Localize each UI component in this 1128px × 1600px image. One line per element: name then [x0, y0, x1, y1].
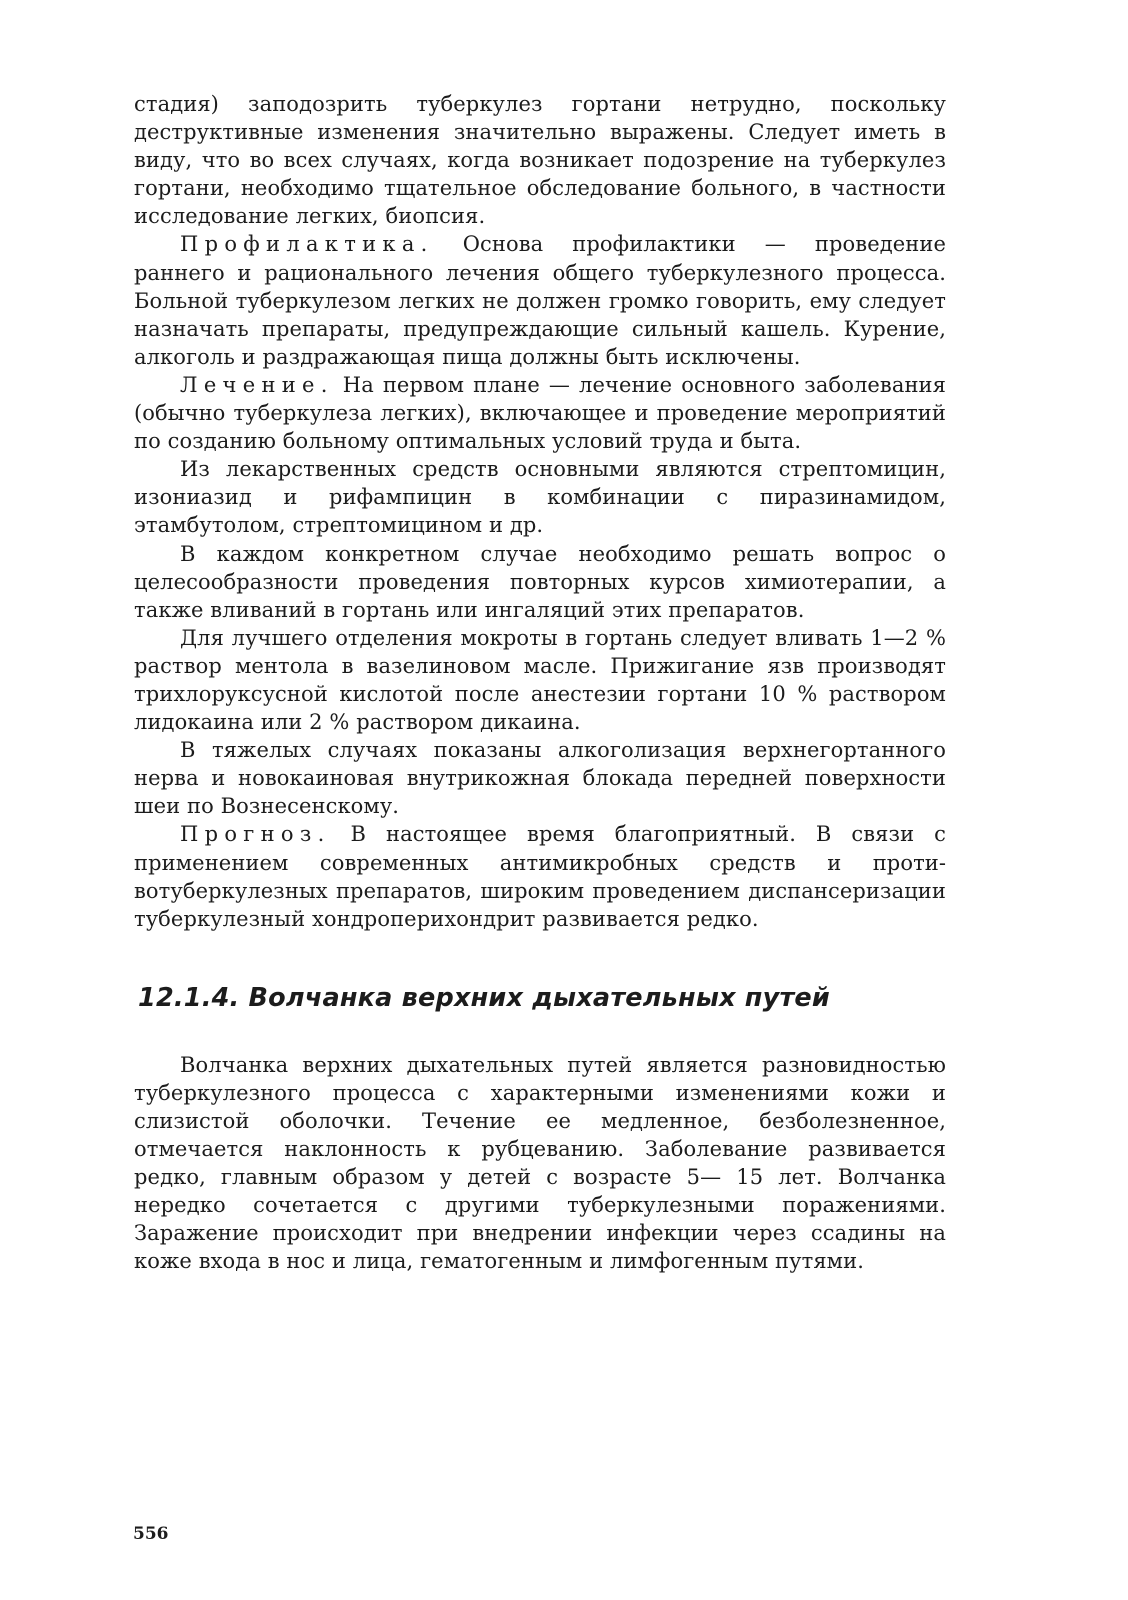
paragraph — [134, 624, 946, 736]
paragraph — [134, 1051, 946, 1276]
paragraph-treatment — [134, 371, 946, 455]
paragraph-lead: Прогноз. — [180, 822, 331, 847]
paragraph — [134, 90, 946, 230]
paragraph-text: Волчанка верхних дыхательных путей является разновидностью туберкулезного процесса с характерными изменениями кожи и слизистой оболочки. Течение ее медленное, безболезненное, отмечается наклонность к рубцеванию. Заболевание развивается редко, главным образом у детей с возрасте 5— 15 лет. Волчанка нередко сочетается с другими туберкулезными поражениями. Заражение происходит при внедрении инфекции через ссадины на коже входа в нос и лица, гематогенным и лимфогенным путями. — [134, 1052, 946, 1274]
paragraph-lead: Лечение. — [180, 372, 334, 397]
paragraph-text: стадия) заподозрить туберкулез гортани нетрудно, поскольку деструктивные изменения значительно выражены. Следует иметь в виду, что во всех случаях, когда возникает подозрение на туберкулез гортани, необходимо тщательное обследование больного, в частности исследование легких, биопсия. — [134, 92, 946, 229]
paragraph-lead: Профилактика. — [180, 232, 434, 257]
paragraph-prophylaxis — [134, 230, 946, 370]
paragraph-text: В настоящее время благоприятный. В связи с применением современных антимикробных средств и противотуберкулезных препаратов, широким проведением диспансеризации туберкулезный хондроперихондрит развивается редко. — [134, 822, 946, 931]
paragraph-prognosis — [134, 820, 946, 932]
page-number: 556 — [133, 1524, 169, 1544]
paragraph-text: В тяжелых случаях показаны алкоголизация верхнегортанного нерва и новокаиновая внутрикожная блокада передней поверхности шеи по Вознесенскому. — [134, 738, 946, 819]
section-heading: 12.1.4. Волчанка верхних дыхательных путей — [138, 982, 830, 1013]
paragraph-text: Для лучшего отделения мокроты в гортань следует вливать 1—2 % раствор ментола в вазелиновом масле. Прижигание язв производят трихлоруксусной кислотой после анестезии гортани 10 % раствором лидокаина или 2 % раствором дикаина. — [134, 625, 946, 735]
paragraph-text: Из лекарственных средств основными являются стрептомицин, изониазид и рифампицин в комбинации с пиразинамидом, этамбутолом, стрептомицином и др. — [134, 457, 946, 538]
paragraph-text: В каждом конкретном случае необходимо решать вопрос о целесообразности проведения повторных курсов химиотерапии, а также вливаний в гортань или ингаляций этих препаратов. — [134, 541, 946, 622]
paragraph-text: Основа профилактики — проведение раннего и рационального лечения общего туберкулезного процесса. Больной туберкулезом легких не должен громко говорить, ему следует назначать препараты, предупреждающие сильный кашель. Курение, алкоголь и раздражающая пища должны быть исключены. — [134, 232, 946, 369]
paragraph — [134, 736, 946, 820]
paragraph — [134, 455, 946, 539]
paragraph — [134, 540, 946, 624]
page-body — [134, 90, 946, 1276]
paragraph-text: На первом плане — лечение основного заболевания (обычно туберкулеза легких), включающее и проведение мероприятий по созданию больному оптимальных условий труда и быта. — [134, 372, 946, 454]
